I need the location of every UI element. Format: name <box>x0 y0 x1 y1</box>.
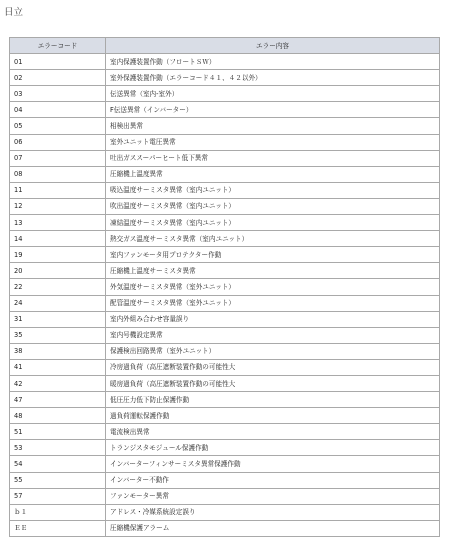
table-row <box>10 520 440 536</box>
table-row <box>10 488 440 504</box>
error-code-cell: 12 <box>10 198 106 214</box>
error-code-cell: 42 <box>10 375 106 391</box>
error-code-cell: 05 <box>10 118 106 134</box>
error-code-cell: 54 <box>10 456 106 472</box>
table-row <box>10 263 440 279</box>
table-row <box>10 424 440 440</box>
table-row <box>10 86 440 102</box>
table-row <box>10 375 440 391</box>
error-description-cell: 外気温度サーミスタ異常（室外ユニット） <box>106 279 440 295</box>
error-code-cell: 06 <box>10 134 106 150</box>
error-code-cell: 55 <box>10 472 106 488</box>
table-row <box>10 231 440 247</box>
error-description-cell: 室内外組み合わせ容量誤り <box>106 311 440 327</box>
error-description-cell: 室外保護装置作動（エラーコード４１、４２以外） <box>106 70 440 86</box>
error-description-cell: ファンモーター異常 <box>106 488 440 504</box>
table-row <box>10 472 440 488</box>
table-row <box>10 247 440 263</box>
error-code-cell: 47 <box>10 392 106 408</box>
error-description-cell: 冷房過負荷（高圧遮断装置作動の可能性大 <box>106 359 440 375</box>
error-description-cell: インバーターフィンサーミスタ異常保護作動 <box>106 456 440 472</box>
error-description-cell: アドレス・冷媒系統設定誤り <box>106 504 440 520</box>
error-description-cell: 凍結温度サーミスタ異常（室内ユニット） <box>106 215 440 231</box>
table-row <box>10 118 440 134</box>
error-description-cell: 配管温度サーミスタ異常（室外ユニット） <box>106 295 440 311</box>
error-code-cell: 51 <box>10 424 106 440</box>
error-description-cell: 圧縮機保護アラーム <box>106 520 440 536</box>
table-row <box>10 408 440 424</box>
column-header-error-code: エラーコード <box>10 38 106 54</box>
error-description-cell: 室内保護装置作動（フロートＳＷ） <box>106 54 440 70</box>
error-description-cell: 圧縮機上温度異常 <box>106 166 440 182</box>
error-description-cell: 保護検出回路異常（室外ユニット） <box>106 343 440 359</box>
column-header-error-content: エラー内容 <box>106 38 440 54</box>
error-description-cell: 室内号機設定異常 <box>106 327 440 343</box>
error-code-cell: 41 <box>10 359 106 375</box>
error-description-cell: 吹出温度サーミスタ異常（室内ユニット） <box>106 198 440 214</box>
table-row <box>10 198 440 214</box>
error-code-cell: 38 <box>10 343 106 359</box>
error-description-cell: 低圧圧力低下防止保護作動 <box>106 392 440 408</box>
error-description-cell: 伝送異常（室内-室外） <box>106 86 440 102</box>
error-description-cell: 圧縮機上温度サーミスタ異常 <box>106 263 440 279</box>
table-row <box>10 279 440 295</box>
error-description-cell: 吸込温度サーミスタ異常（室内ユニット） <box>106 182 440 198</box>
error-code-table <box>9 37 440 537</box>
table-row <box>10 70 440 86</box>
error-code-cell: ＥＥ <box>10 520 106 536</box>
error-code-cell: 20 <box>10 263 106 279</box>
table-header-row <box>10 38 440 54</box>
error-code-cell: 02 <box>10 70 106 86</box>
error-code-cell: 35 <box>10 327 106 343</box>
error-code-cell: 19 <box>10 247 106 263</box>
table-row <box>10 504 440 520</box>
table-row <box>10 440 440 456</box>
error-code-cell: 04 <box>10 102 106 118</box>
error-code-cell: 13 <box>10 215 106 231</box>
error-description-cell: インバーター不動作 <box>106 472 440 488</box>
error-code-cell: 01 <box>10 54 106 70</box>
error-description-cell: 相検出異常 <box>106 118 440 134</box>
table-body <box>10 54 440 537</box>
table-row <box>10 54 440 70</box>
table-row <box>10 359 440 375</box>
table-row <box>10 166 440 182</box>
table-row <box>10 102 440 118</box>
error-description-cell: 過負荷運転保護作動 <box>106 408 440 424</box>
table-row <box>10 456 440 472</box>
error-description-cell: トランジスタモジュール保護作動 <box>106 440 440 456</box>
error-code-cell: 31 <box>10 311 106 327</box>
error-code-cell: 24 <box>10 295 106 311</box>
error-code-cell: 08 <box>10 166 106 182</box>
error-code-cell: 48 <box>10 408 106 424</box>
table-row <box>10 134 440 150</box>
error-code-cell: ｂ１ <box>10 504 106 520</box>
table-row <box>10 311 440 327</box>
error-code-cell: 11 <box>10 182 106 198</box>
error-code-cell: 03 <box>10 86 106 102</box>
error-description-cell: 室内ファンモータ用プロテクター作動 <box>106 247 440 263</box>
brand-name: 日立 <box>4 7 24 18</box>
table-row <box>10 182 440 198</box>
table-row <box>10 150 440 166</box>
table-row <box>10 327 440 343</box>
table-row <box>10 215 440 231</box>
error-description-cell: 暖房過負荷（高圧遮断装置作動の可能性大 <box>106 375 440 391</box>
error-code-cell: 22 <box>10 279 106 295</box>
table-row <box>10 295 440 311</box>
error-description-cell: 室外ユニット電圧異常 <box>106 134 440 150</box>
table-row <box>10 392 440 408</box>
error-description-cell: 電流検出異常 <box>106 424 440 440</box>
error-code-cell: 57 <box>10 488 106 504</box>
error-description-cell: 熱交ガス温度サーミスタ異常（室内ユニット） <box>106 231 440 247</box>
error-code-cell: 07 <box>10 150 106 166</box>
error-code-cell: 14 <box>10 231 106 247</box>
error-code-cell: 53 <box>10 440 106 456</box>
error-description-cell: F伝送異常（インバーター） <box>106 102 440 118</box>
table-row <box>10 343 440 359</box>
error-description-cell: 吐出ガススーパーヒート低下異常 <box>106 150 440 166</box>
